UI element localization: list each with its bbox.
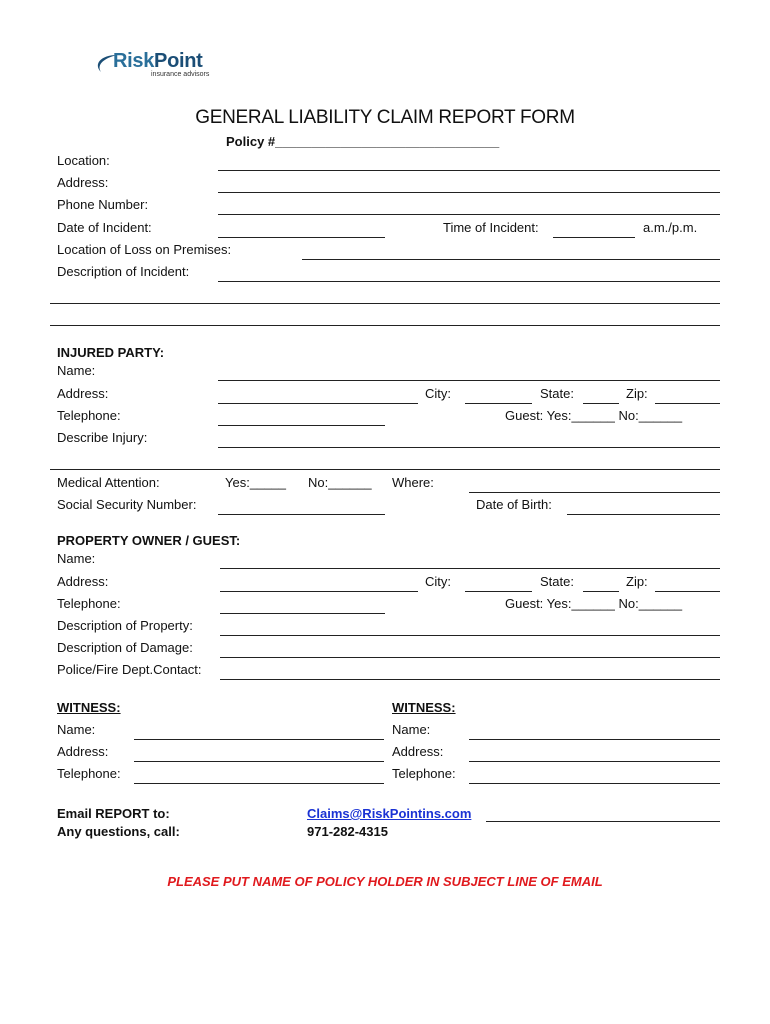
form-title: GENERAL LIABILITY CLAIM REPORT FORM (195, 107, 575, 128)
medical-where-field[interactable] (469, 492, 720, 493)
property-description-field[interactable] (220, 635, 720, 636)
medical-attention-label: Medical Attention: (57, 475, 160, 490)
witness-2-name-label: Name: (392, 722, 431, 737)
owner-name-field[interactable] (220, 568, 720, 569)
injured-state-field[interactable] (583, 403, 619, 404)
injured-telephone-label: Telephone: (57, 408, 121, 423)
subject-line-notice: PLEASE PUT NAME OF POLICY HOLDER IN SUBJECT LINE OF EMAIL (167, 874, 603, 889)
time-of-incident-label: Time of Incident: (443, 220, 539, 235)
owner-name-label: Name: (57, 551, 96, 566)
ampm-label: a.m./p.m. (643, 220, 698, 235)
medical-where-label: Where: (392, 475, 434, 490)
incident-description-label: Description of Incident: (57, 264, 190, 279)
medical-yes-field[interactable]: Yes:_____ (225, 475, 286, 490)
witness-1-name-label: Name: (57, 722, 96, 737)
witness-2-name-field[interactable] (469, 739, 720, 740)
describe-injury-line-2[interactable] (50, 469, 720, 470)
police-contact-label: Police/Fire Dept.Contact: (57, 662, 202, 677)
date-of-incident-field[interactable] (218, 237, 385, 238)
dob-field[interactable] (567, 514, 720, 515)
witness-1-telephone-field[interactable] (134, 783, 384, 784)
questions-label: Any questions, call: (57, 824, 180, 839)
witness-2-address-field[interactable] (469, 761, 720, 762)
date-of-incident-label: Date of Incident: (57, 220, 152, 235)
witness-1-address-field[interactable] (134, 761, 384, 762)
location-field[interactable] (218, 170, 720, 171)
policy-number-field[interactable]: Policy #_______________________________ (226, 134, 500, 149)
injured-party-heading: INJURED PARTY: (57, 345, 165, 360)
describe-injury-label: Describe Injury: (57, 430, 148, 445)
police-contact-field[interactable] (220, 679, 720, 680)
owner-city-label: City: (425, 574, 451, 589)
witness-2-telephone-label: Telephone: (392, 766, 456, 781)
owner-guest-field[interactable]: Guest: Yes:______ No:______ (505, 596, 683, 611)
witness-2-heading: WITNESS: (392, 700, 456, 715)
location-label: Location: (57, 153, 110, 168)
witness-1-address-label: Address: (57, 744, 109, 759)
injured-address-label: Address: (57, 386, 109, 401)
ssn-label: Social Security Number: (57, 497, 197, 512)
phone-label: Phone Number: (57, 197, 149, 212)
injured-city-label: City: (425, 386, 451, 401)
dob-label: Date of Birth: (476, 497, 552, 512)
damage-description-label: Description of Damage: (57, 640, 193, 655)
email-report-label: Email REPORT to: (57, 806, 170, 821)
owner-state-label: State: (540, 574, 574, 589)
medical-no-field[interactable]: No:______ (308, 475, 372, 490)
claims-email-link[interactable]: Claims@RiskPointins.com (307, 806, 472, 821)
owner-telephone-field[interactable] (220, 613, 385, 614)
owner-city-field[interactable] (465, 591, 532, 592)
injured-address-field[interactable] (218, 403, 418, 404)
owner-zip-label: Zip: (626, 574, 648, 589)
witness-2-address-label: Address: (392, 744, 444, 759)
loss-location-field[interactable] (302, 259, 720, 260)
injured-zip-label: Zip: (626, 386, 648, 401)
injured-state-label: State: (540, 386, 574, 401)
witness-1-heading: WITNESS: (57, 700, 121, 715)
property-owner-heading: PROPERTY OWNER / GUEST: (57, 533, 241, 548)
address-label: Address: (57, 175, 109, 190)
incident-description-field[interactable] (218, 281, 720, 282)
damage-description-field[interactable] (220, 657, 720, 658)
email-underline (486, 821, 720, 822)
injured-name-field[interactable] (218, 380, 720, 381)
owner-zip-field[interactable] (655, 591, 720, 592)
logo-tagline: insurance advisors (151, 71, 210, 78)
phone-field[interactable] (218, 214, 720, 215)
company-logo (93, 48, 233, 82)
owner-telephone-label: Telephone: (57, 596, 121, 611)
owner-address-label: Address: (57, 574, 109, 589)
incident-description-line-2[interactable] (50, 303, 720, 304)
witness-1-name-field[interactable] (134, 739, 384, 740)
incident-description-line-3[interactable] (50, 325, 720, 326)
injured-telephone-field[interactable] (218, 425, 385, 426)
claims-phone: 971-282-4315 (307, 824, 388, 839)
address-field[interactable] (218, 192, 720, 193)
owner-address-field[interactable] (220, 591, 418, 592)
witness-2-telephone-field[interactable] (469, 783, 720, 784)
injured-name-label: Name: (57, 363, 96, 378)
injured-guest-field[interactable]: Guest: Yes:______ No:______ (505, 408, 683, 423)
ssn-field[interactable] (218, 514, 385, 515)
describe-injury-field[interactable] (218, 447, 720, 448)
time-of-incident-field[interactable] (553, 237, 635, 238)
injured-zip-field[interactable] (655, 403, 720, 404)
property-description-label: Description of Property: (57, 618, 193, 633)
witness-1-telephone-label: Telephone: (57, 766, 121, 781)
loss-location-label: Location of Loss on Premises: (57, 242, 232, 257)
injured-city-field[interactable] (465, 403, 532, 404)
owner-state-field[interactable] (583, 591, 619, 592)
logo-wordmark: RiskPoint (113, 50, 203, 72)
